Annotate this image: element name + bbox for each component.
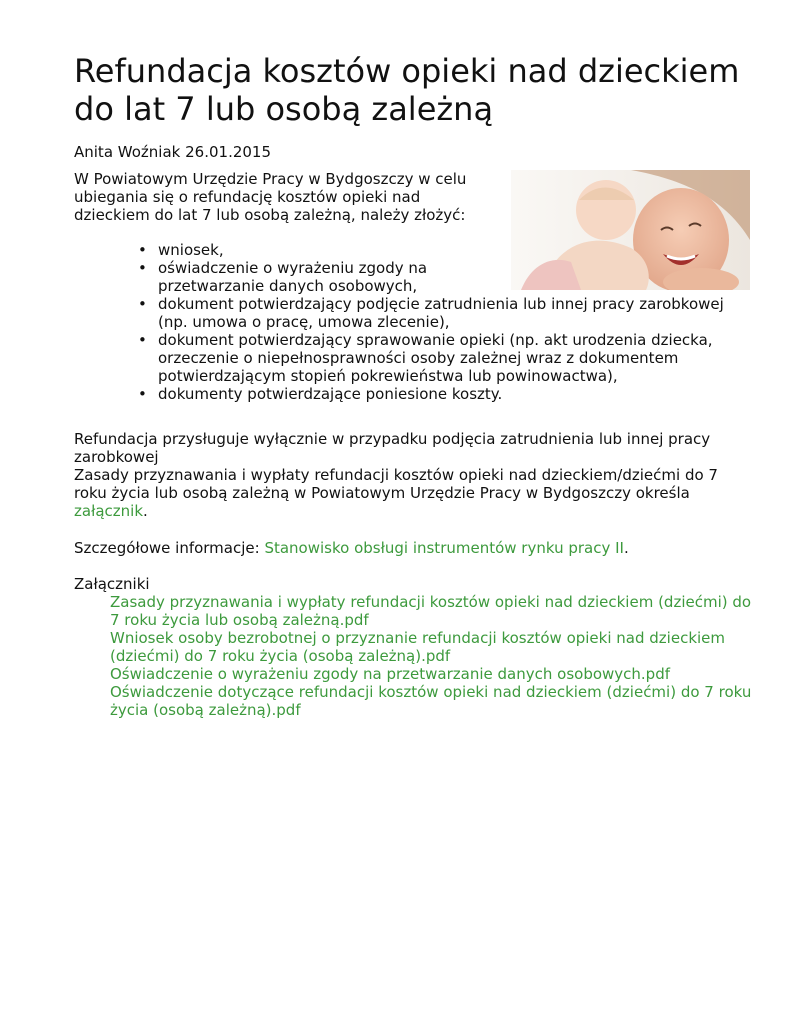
details-label: Szczegółowe informacje: <box>74 539 265 557</box>
page-title: Refundacja kosztów opieki nad dzieckiem do lat 7 lub osobą zależną <box>74 52 740 128</box>
attachment-pdf-link[interactable]: Zasady przyznawania i wypłaty refundacji kosztów opieki nad dzieckiem (dziećmi) do 7 roku życia lub osobą zależną.pdf <box>110 593 752 629</box>
list-item: • oświadczenie o wyrażeniu zgody na przetwarzanie danych osobowych, <box>138 259 458 295</box>
publish-date: 26.01.2015 <box>185 143 272 161</box>
refund-note: Refundacja przysługuje wyłącznie w przypadku podjęcia zatrudnienia lub innej pracy zarobkowej <box>74 430 711 466</box>
rules-paragraph <box>74 466 754 520</box>
intro-paragraph: W Powiatowym Urzędzie Pracy w Bydgoszczy w celu ubiegania się o refundację kosztów opieki nad dzieckiem do lat 7 lub osobą zależną, należy złożyć: <box>74 170 467 224</box>
article-meta <box>74 143 271 161</box>
details-link[interactable]: Stanowisko obsługi instrumentów rynku pracy II <box>264 539 624 557</box>
attachments-list <box>110 593 760 719</box>
details-end: . <box>623 539 629 557</box>
details-paragraph <box>74 539 754 557</box>
attachment-link[interactable]: załącznik <box>74 502 144 520</box>
list-item: • dokument potwierdzający podjęcie zatrudnienia lub innej pracy zarobkowej (np. umowa o pracę, umowa zlecenie), <box>138 295 748 331</box>
rules-text: Zasady przyznawania i wypłaty refundacji kosztów opieki nad dzieckiem/dziećmi do 7 roku życia lub osobą zależną w Powiatowym Urzędzie Pracy w Bydgoszczy określa <box>74 466 718 502</box>
attachments-heading: Załączniki <box>74 575 150 593</box>
attachment-pdf-link[interactable]: Oświadczenie dotyczące refundacji kosztów opieki nad dzieckiem (dziećmi) do 7 roku życia (osobą zależną).pdf <box>110 683 752 719</box>
attachment-pdf-link[interactable]: Oświadczenie o wyrażeniu zgody na przetwarzanie danych osobowych.pdf <box>110 665 671 683</box>
author-name: Anita Woźniak <box>74 143 181 161</box>
list-item: • dokument potwierdzający sprawowanie opieki (np. akt urodzenia dziecka, orzeczenie o niepełnosprawności osoby zależnej wraz z dokumentem potwierdzającym stopień pokrewieństwa lub powinowactwa), <box>138 331 748 385</box>
list-item: • wniosek, <box>138 241 748 259</box>
requirements-list <box>138 241 748 403</box>
attachment-pdf-link[interactable]: Wniosek osoby bezrobotnej o przyznanie refundacji kosztów opieki nad dzieckiem (dziećmi) do 7 roku życia (osobą zależną).pdf <box>110 629 726 665</box>
rules-end: . <box>143 502 148 520</box>
list-item: • dokumenty potwierdzające poniesione koszty. <box>138 385 748 403</box>
